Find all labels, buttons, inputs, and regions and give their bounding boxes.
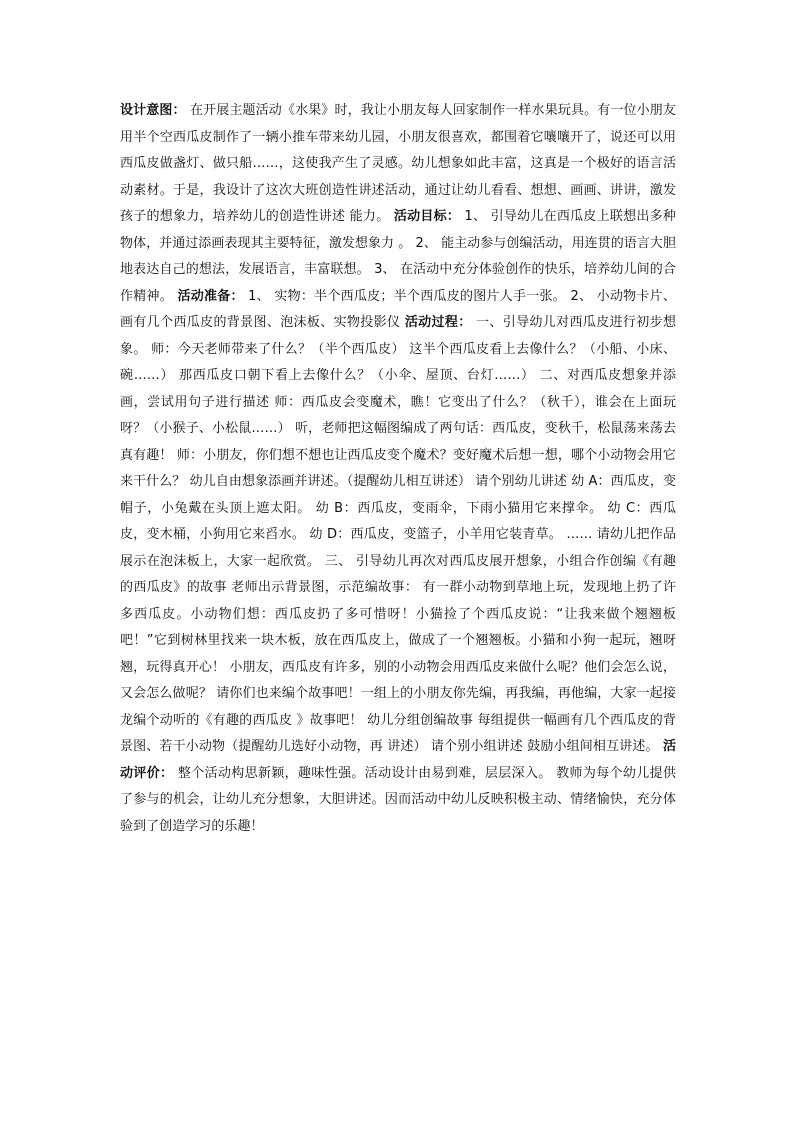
section-heading: 活动目标： — [393, 209, 461, 224]
section-text: 在开展主题活动《水果》时，我让小朋友每人回家制作一样水果玩具。有一位小朋友用半个空西瓜皮制作了一辆小推车带来幼儿园，小朋友很喜欢，都围着它嚷嚷开了，说还可以用西瓜皮做盏灯、做只船……，这使我产生了灵感。幼儿想象如此丰富，这真是一个极好的语言活动素材。于是，我设计了这次大班创造性讲述活动，通过让幼儿看看、想想、画画、讲讲，激发孩子的想象力，培养幼儿的创造性讲述 能力。 — [120, 103, 676, 224]
document-body — [120, 98, 676, 840]
section-text: 一、引导幼儿对西瓜皮进行初步想象。 师：今天老师带来了什么？（半个西瓜皮） 这半个西瓜皮看上去像什么？（小船、小床、碗……） 那西瓜皮口朝下看上去像什么？（小伞、屋顶、台灯……） 二、对西瓜皮想象并添画，尝试用句子进行描述 师：西瓜皮会变魔术，瞧！它变出了什么？（秋千），谁会在上面玩呀？（小猴子、小松鼠……） 听，老师把这幅图编成了两句话：西瓜皮，变秋千，松鼠荡来荡去真有趣！ 师：小朋友，你们想不想也让西瓜皮变个魔术？变好魔术后想一想，哪个小动物会用它来干什么？ 幼儿自由想象添画并讲述。（提醒幼儿相互讲述） 请个别幼儿讲述 幼 A：西瓜皮，变帽子，小兔戴在头顶上遮太阳。 幼 B：西瓜皮，变雨伞，下雨小猫用它来撑伞。 幼 C：西瓜皮，变木桶，小狗用它来舀水。 幼 D：西瓜皮，变篮子，小羊用它装青草。 …… 请幼儿把作品展示在泡沫板上，大家一起欣赏。 三、 引导幼儿再次对西瓜皮展开想象，小组合作创编《有趣的西瓜皮》的故事 老师出示背景图，示范编故事： 有一群小动物到草地上玩，发现地上扔了许多西瓜皮。小动物们想：西瓜皮扔了多可惜呀！小猫捡了个西瓜皮说：“让我来做个翘翘板吧！”它到树林里找来一块木板，放在西瓜皮上，做成了一个翘翘板。小猫和小狗一起玩，翘呀翘，玩得真开心！ 小朋友，西瓜皮有许多，别的小动物会用西瓜皮来做什么呢？他们会怎么说，又会怎么做呢？ 请你们也来编个故事吧！一组上的小朋友你先编，再我编，再他编，大家一起接龙编个动听的《有趣的西瓜皮 》故事吧！ 幼儿分组创编故事 每组提供一幅画有几个西瓜皮的背景图、若干小动物（提醒幼儿选好小动物，再 讲述） 请个别小组讲述 鼓励小组间相互讲述。 — [120, 315, 676, 754]
section-heading: 设计意图： — [120, 103, 186, 118]
section-process — [120, 315, 676, 754]
section-heading: 活动准备： — [177, 288, 244, 304]
section-text: 1、 引导幼儿在西瓜皮上联想出多种物体，并通过添画表现其主要特征，激发想象力 。 2、 能主动参与创编活动，用连贯的语言大胆地表达自己的想法，发展语言，丰富联想。 3、 在活动中充分体验创作的快乐，培养幼儿间的合作精神。 — [120, 209, 676, 304]
section-design-intent — [120, 103, 676, 224]
section-heading: 活动评价： — [120, 739, 676, 781]
section-heading: 活动过程： — [404, 315, 472, 330]
section-text: 1、 实物：半个西瓜皮；半个西瓜皮的图片人手一张。 2、 小动物卡片、画有几个西瓜皮的背景图、泡沫板、实物投影仪 — [120, 288, 676, 330]
section-text: 整个活动构思新颖，趣味性强。活动设计由易到难，层层深入。 教师为每个幼儿提供了参与的机会，让幼儿充分想象，大胆讲述。因而活动中幼儿反映积极主动、情绪愉快，充分体验到了创造学习的乐趣！ — [120, 765, 677, 834]
